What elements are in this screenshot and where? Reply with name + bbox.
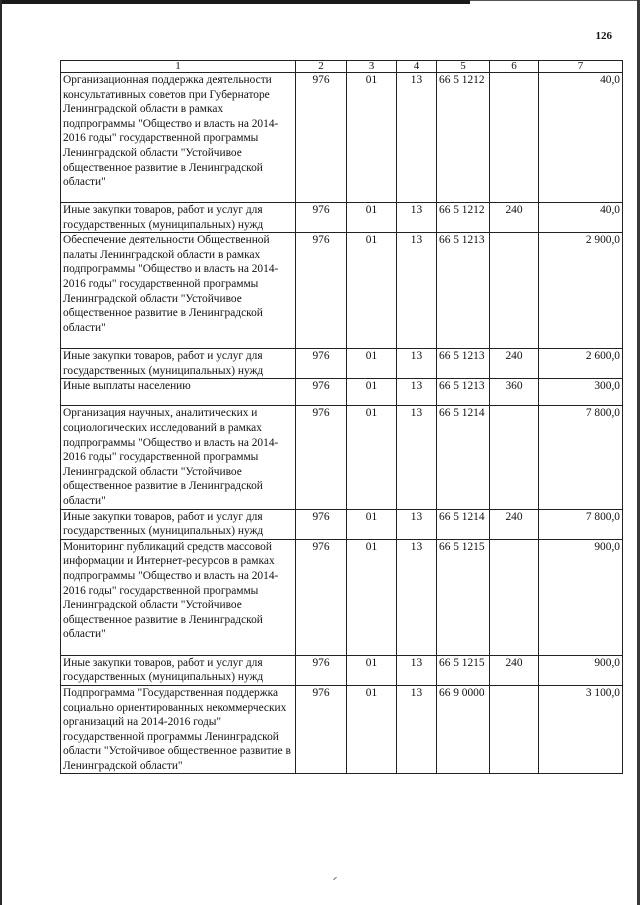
- cell-name: Организационная поддержка деятельности консультативных советов при Губернаторе Ленинградской области в рамках подпрограммы "Общество и власть на 2014-2016 годы" государственной программы Ленинградской области "Устойчивое общественное развитие в Ленинградской области": [61, 73, 296, 203]
- cell-section: 01: [347, 406, 397, 509]
- budget-table: [60, 60, 623, 774]
- cell-name: Иные закупки товаров, работ и услуг для государственных (муниципальных) нужд: [61, 349, 296, 379]
- table-row: [61, 655, 623, 685]
- cell-ministry-code: 976: [296, 406, 347, 509]
- cell-section: 01: [347, 73, 397, 203]
- cell-ministry-code: 976: [296, 655, 347, 685]
- scan-border-top-thin: [470, 0, 640, 1]
- header-row: [61, 61, 623, 73]
- cell-ministry-code: 976: [296, 73, 347, 203]
- cell-target-article: 66 5 1214: [437, 509, 490, 539]
- cell-expense-type: 240: [490, 655, 539, 685]
- cell-amount: 40,0: [539, 73, 623, 203]
- cell-ministry-code: 976: [296, 203, 347, 233]
- cell-expense-type: [490, 406, 539, 509]
- column-header: 6: [490, 61, 539, 73]
- cell-name: Обеспечение деятельности Общественной палаты Ленинградской области в рамках подпрограммы "Общество и власть на 2014-2016 годы" государственной программы Ленинградской области "Устойчивое общественное развитие в Ленинградской области": [61, 233, 296, 349]
- cell-ministry-code: 976: [296, 379, 347, 406]
- cell-subsection: 13: [397, 379, 437, 406]
- cell-amount: 2 600,0: [539, 349, 623, 379]
- cell-section: 01: [347, 509, 397, 539]
- cell-ministry-code: 976: [296, 539, 347, 655]
- cell-subsection: 13: [397, 655, 437, 685]
- scan-mark: [333, 877, 337, 880]
- cell-section: 01: [347, 349, 397, 379]
- cell-target-article: 66 5 1212: [437, 203, 490, 233]
- table-row: [61, 685, 623, 774]
- cell-expense-type: [490, 685, 539, 774]
- cell-expense-type: [490, 233, 539, 349]
- column-header: 5: [437, 61, 490, 73]
- column-header: 7: [539, 61, 623, 73]
- cell-name: Иные закупки товаров, работ и услуг для государственных (муниципальных) нужд: [61, 203, 296, 233]
- scan-border-left: [0, 0, 2, 905]
- cell-amount: 2 900,0: [539, 233, 623, 349]
- cell-name: Иные выплаты населению: [61, 379, 296, 406]
- cell-name: Организация научных, аналитических и социологических исследований в рамках подпрограммы "Общество и власть на 2014-2016 годы" государственной программы Ленинградской области "Устойчивое общественное развитие в Ленинградской области": [61, 406, 296, 509]
- cell-amount: 3 100,0: [539, 685, 623, 774]
- cell-amount: 40,0: [539, 203, 623, 233]
- table-body: [61, 73, 623, 774]
- cell-section: 01: [347, 685, 397, 774]
- cell-section: 01: [347, 655, 397, 685]
- cell-amount: 300,0: [539, 379, 623, 406]
- cell-subsection: 13: [397, 509, 437, 539]
- cell-target-article: 66 5 1213: [437, 379, 490, 406]
- cell-name: Иные закупки товаров, работ и услуг для государственных (муниципальных) нужд: [61, 655, 296, 685]
- cell-name: Мониторинг публикаций средств массовой информации и Интернет-ресурсов в рамках подпрограммы "Общество и власть на 2014-2016 годы" государственной программы Ленинградской области "Устойчивое общественное развитие в Ленинградской области": [61, 539, 296, 655]
- table-row: [61, 406, 623, 509]
- cell-expense-type: 240: [490, 203, 539, 233]
- cell-target-article: 66 5 1212: [437, 73, 490, 203]
- cell-amount: 7 800,0: [539, 406, 623, 509]
- cell-name: Подпрограмма "Государственная поддержка социально ориентированных некоммерческих организаций на 2014-2016 годы" государственной программы Ленинградской области "Устойчивое общественное развитие в Ленинградской области": [61, 685, 296, 774]
- cell-expense-type: 240: [490, 509, 539, 539]
- cell-ministry-code: 976: [296, 685, 347, 774]
- table-row: [61, 509, 623, 539]
- cell-subsection: 13: [397, 349, 437, 379]
- table-row: [61, 379, 623, 406]
- cell-section: 01: [347, 203, 397, 233]
- cell-ministry-code: 976: [296, 509, 347, 539]
- cell-subsection: 13: [397, 539, 437, 655]
- column-header: 4: [397, 61, 437, 73]
- column-header: 3: [347, 61, 397, 73]
- page-number: 126: [595, 30, 612, 42]
- cell-name: Иные закупки товаров, работ и услуг для государственных (муниципальных) нужд: [61, 509, 296, 539]
- cell-subsection: 13: [397, 685, 437, 774]
- cell-section: 01: [347, 233, 397, 349]
- cell-expense-type: [490, 539, 539, 655]
- table-row: [61, 233, 623, 349]
- cell-target-article: 66 5 1213: [437, 349, 490, 379]
- cell-ministry-code: 976: [296, 233, 347, 349]
- cell-section: 01: [347, 539, 397, 655]
- scan-border-top: [0, 0, 470, 4]
- cell-target-article: 66 5 1215: [437, 539, 490, 655]
- table-row: [61, 73, 623, 203]
- cell-amount: 900,0: [539, 655, 623, 685]
- table-row: [61, 349, 623, 379]
- cell-target-article: 66 5 1214: [437, 406, 490, 509]
- cell-section: 01: [347, 379, 397, 406]
- table-row: [61, 539, 623, 655]
- cell-amount: 900,0: [539, 539, 623, 655]
- cell-subsection: 13: [397, 406, 437, 509]
- cell-subsection: 13: [397, 233, 437, 349]
- cell-target-article: 66 9 0000: [437, 685, 490, 774]
- cell-amount: 7 800,0: [539, 509, 623, 539]
- cell-subsection: 13: [397, 203, 437, 233]
- cell-subsection: 13: [397, 73, 437, 203]
- column-header: 1: [61, 61, 296, 73]
- cell-expense-type: [490, 73, 539, 203]
- column-header: 2: [296, 61, 347, 73]
- cell-ministry-code: 976: [296, 349, 347, 379]
- table-row: [61, 203, 623, 233]
- cell-target-article: 66 5 1215: [437, 655, 490, 685]
- cell-target-article: 66 5 1213: [437, 233, 490, 349]
- cell-expense-type: 240: [490, 349, 539, 379]
- cell-expense-type: 360: [490, 379, 539, 406]
